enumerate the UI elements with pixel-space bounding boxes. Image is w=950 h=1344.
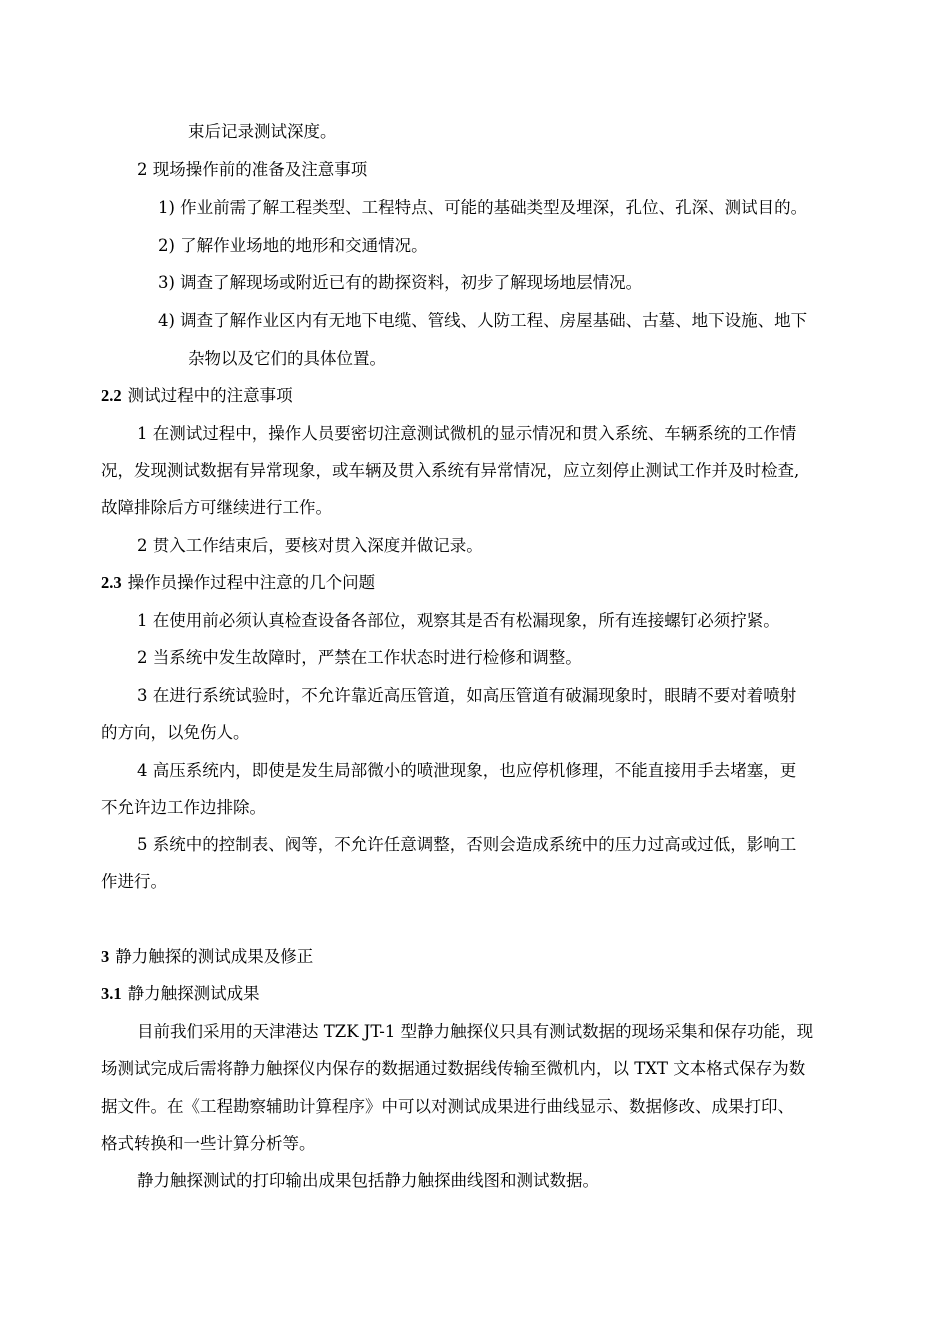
paragraph-line: 据文件。在《工程勘察辅助计算程序》中可以对测试成果进行曲线显示、数据修改、成果打印、 [101,1097,794,1116]
paragraph-line: 静力触探测试的打印输出成果包括静力触探曲线图和测试数据。 [137,1171,599,1190]
list-item-continuation: 杂物以及它们的具体位置。 [188,349,386,368]
section-title: 测试过程中的注意事项 [127,386,293,405]
paragraph-line: 况，发现测试数据有异常现象，或车辆及贯入系统有异常情况，应立刻停止测试工作并及时检查, [101,461,800,480]
section-heading [101,573,375,593]
paragraph-line: 2 贯入工作结束后，要核对贯入深度并做记录。 [137,536,483,555]
paragraph-line: 格式转换和一些计算分析等。 [101,1134,316,1153]
section-number: 3.1 [101,984,122,1003]
section-number: 2.2 [101,386,122,405]
paragraph-line: 3 在进行系统试验时，不允许靠近高压管道，如高压管道有破漏现象时，眼睛不要对着喷射 [137,686,797,705]
list-item: 2) 了解作业场地的地形和交通情况。 [158,236,428,255]
paragraph-line: 场测试完成后需将静力触探仪内保存的数据通过数据线传输至微机内，以 TXT 文本格式保存为数 [101,1059,806,1078]
paragraph-line: 1 在测试过程中，操作人员要密切注意测试微机的显示情况和贯入系统、车辆系统的工作情 [137,424,797,443]
paragraph-line: 5 系统中的控制表、阀等，不允许任意调整，否则会造成系统中的压力过高或过低，影响工 [137,835,797,854]
subsection-title: 2 现场操作前的准备及注意事项 [137,160,368,179]
paragraph-line: 目前我们采用的天津港达 TZK JT-1 型静力触探仪只具有测试数据的现场采集和保存功能，现 [137,1022,814,1041]
paragraph-line: 不允许边工作边排除。 [101,798,266,817]
section-number: 2.3 [101,573,122,592]
section-title: 操作员操作过程中注意的几个问题 [127,573,376,592]
paragraph-line: 故障排除后方可继续进行工作。 [101,498,332,517]
section-heading [101,984,260,1004]
paragraph-line: 的方向，以免伤人。 [101,723,250,742]
paragraph-line: 4 高压系统内，即使是发生局部微小的喷泄现象，也应停机修理，不能直接用手去堵塞，更 [137,761,797,780]
chapter-number: 3 [101,947,110,966]
chapter-title: 静力触探的测试成果及修正 [115,947,314,966]
section-title: 静力触探测试成果 [127,984,260,1003]
paragraph-line: 作进行。 [101,872,167,891]
list-item: 4) 调查了解作业区内有无地下电缆、管线、人防工程、房屋基础、古墓、地下设施、地下 [158,311,808,330]
paragraph-line: 2 当系统中发生故障时，严禁在工作状态时进行检修和调整。 [137,648,582,667]
text-line: 束后记录测试深度。 [188,122,337,141]
section-heading [101,386,293,406]
paragraph-line: 1 在使用前必须认真检查设备各部位，观察其是否有松漏现象，所有连接螺钉必须拧紧。 [137,611,780,630]
list-item: 3) 调查了解现场或附近已有的勘探资料，初步了解现场地层情况。 [158,273,643,292]
chapter-heading [101,947,313,967]
list-item: 1) 作业前需了解工程类型、工程特点、可能的基础类型及埋深，孔位、孔深、测试目的。 [158,198,808,217]
